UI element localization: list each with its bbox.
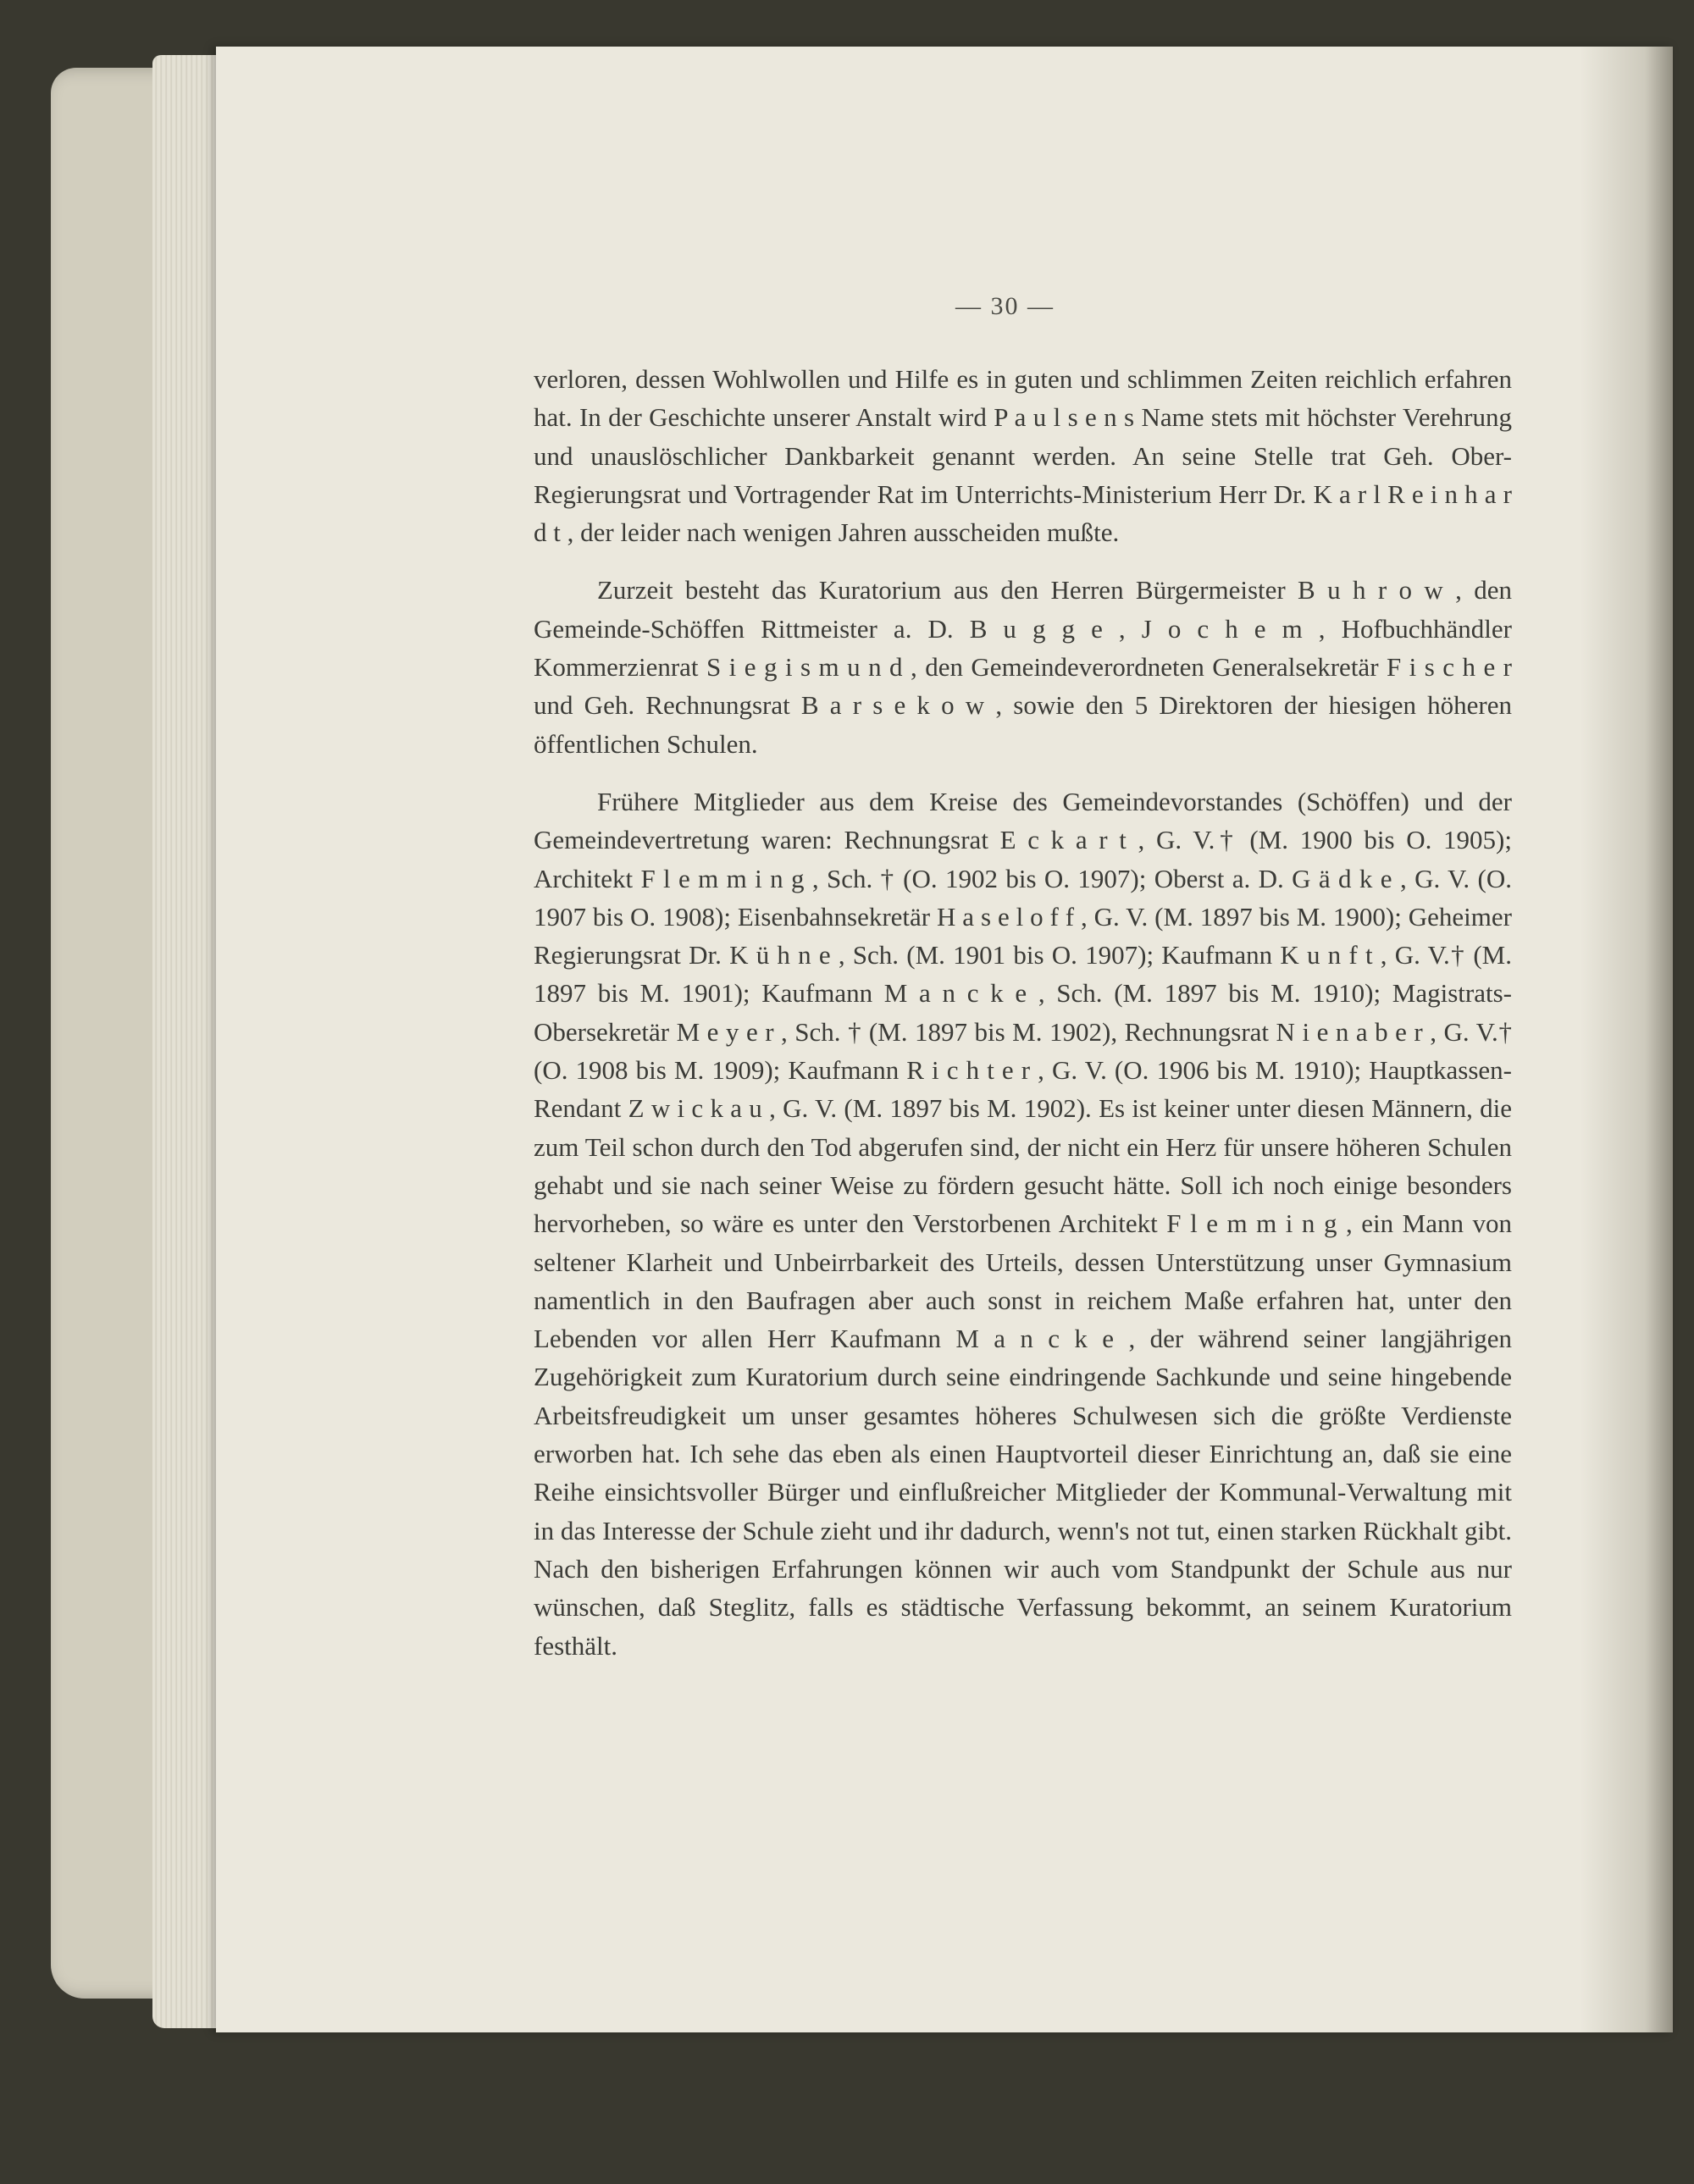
paragraph: Zurzeit besteht das Kuratorium aus den Herren Bürgermeister B u h r o w , den Gemeinde-Schöffen Rittmeister a. D. B u g g e , J o c h e m , Hofbuchhändler Kommerzienrat S i e g i s m u n d , den Gemeindeverordneten Generalsekretär F i s c h e r und Geh. Rechnungsrat B a r s e k o w , sowie den 5 Direktoren der hiesigen höheren öffentlichen Schulen. xyxy=(534,575,1512,759)
page-gutter-shadow xyxy=(1580,47,1673,2032)
paragraph: Frühere Mitglieder aus dem Kreise des Gemeindevorstandes (Schöffen) und der Gemeindevertretung waren: Rechnungsrat E c k a r t , G. V.† (M. 1900 bis O. 1905); Architekt F l e m m i n g , Sch. † (O. 1902 bis O. 1907); Oberst a. D. G ä d k e , G. V. (O. 1907 bis O. 1908); Eisenbahnsekretär H a s e l o f f , G. V. (M. 1897 bis M. 1900); Geheimer Regierungsrat Dr. K ü h n e , Sch. (M. 1901 bis O. 1907); Kaufmann K u n f t , G. V.† (M. 1897 bis M. 1901); Kaufmann M a n c k e , Sch. (M. 1897 bis M. 1910); Magistrats-Obersekretär M e y e r , Sch. † (M. 1897 bis M. 1902), Rechnungsrat N i e n a b e r , G. V.† (O. 1908 bis M. 1909); Kaufmann R i c h t e r , G. V. (O. 1906 bis M. 1910); Hauptkassen-Rendant Z w i c k a u , G. V. (M. 1897 bis M. 1902). Es ist keiner unter diesen Männern, die zum Teil schon durch den Tod abgerufen sind, der nicht ein Herz für unsere höheren Schulen gehabt und sie nach seiner Weise zu fördern gesucht hätte. Soll ich noch einige besonders hervorheben, so wäre es unter den Verstorbenen Architekt F l e m m i n g , ein Mann von seltener Klarheit und Unbeirrbarkeit des Urteils, dessen Unterstützung unser Gymnasium namentlich in den Baufragen aber auch sonst in reichem Maße erfahren hat, unter den Lebenden vor allen Herr Kaufmann M a n c k e , der während seiner langjährigen Zugehörigkeit zum Kuratorium durch seine eindringende Sachkunde und seine hingebende Arbeitsfreudigkeit um unser gesamtes höheres Schulwesen sich die größte Verdienste erworben hat. Ich sehe das eben als einen Hauptvorteil dieser Einrichtung an, daß sie eine Reihe einsichtsvoller Bürger und einflußreicher Mitglieder der Kommunal-Verwaltung mit in das Interesse der Schule zieht und ihr dadurch, wenn's not tut, einen starken Rückhalt gibt. Nach den bisherigen Erfahrungen können wir auch vom Standpunkt der Schule aus nur wünschen, daß Steglitz, falls es städtische Verfassung bekommt, an seinem Kuratorium festhält. xyxy=(534,786,1512,1661)
page-number: — 30 — xyxy=(955,292,1055,320)
paragraph: verloren, dessen Wohlwollen und Hilfe es in guten und schlimmen Zeiten reichlich erfahren hat. In der Geschichte unserer Anstalt wird P a u l s e n s Name stets mit höchster Verehrung und unauslöschlicher Dankbarkeit genannt werden. An seine Stelle trat Geh. Ober-Regierungsrat und Vortragender Rat im Unterrichts-Ministerium Herr Dr. K a r l R e i n h a r d t , der leider nach wenigen Jahren ausscheiden mußte. xyxy=(534,364,1512,548)
body-text xyxy=(534,360,1512,1684)
